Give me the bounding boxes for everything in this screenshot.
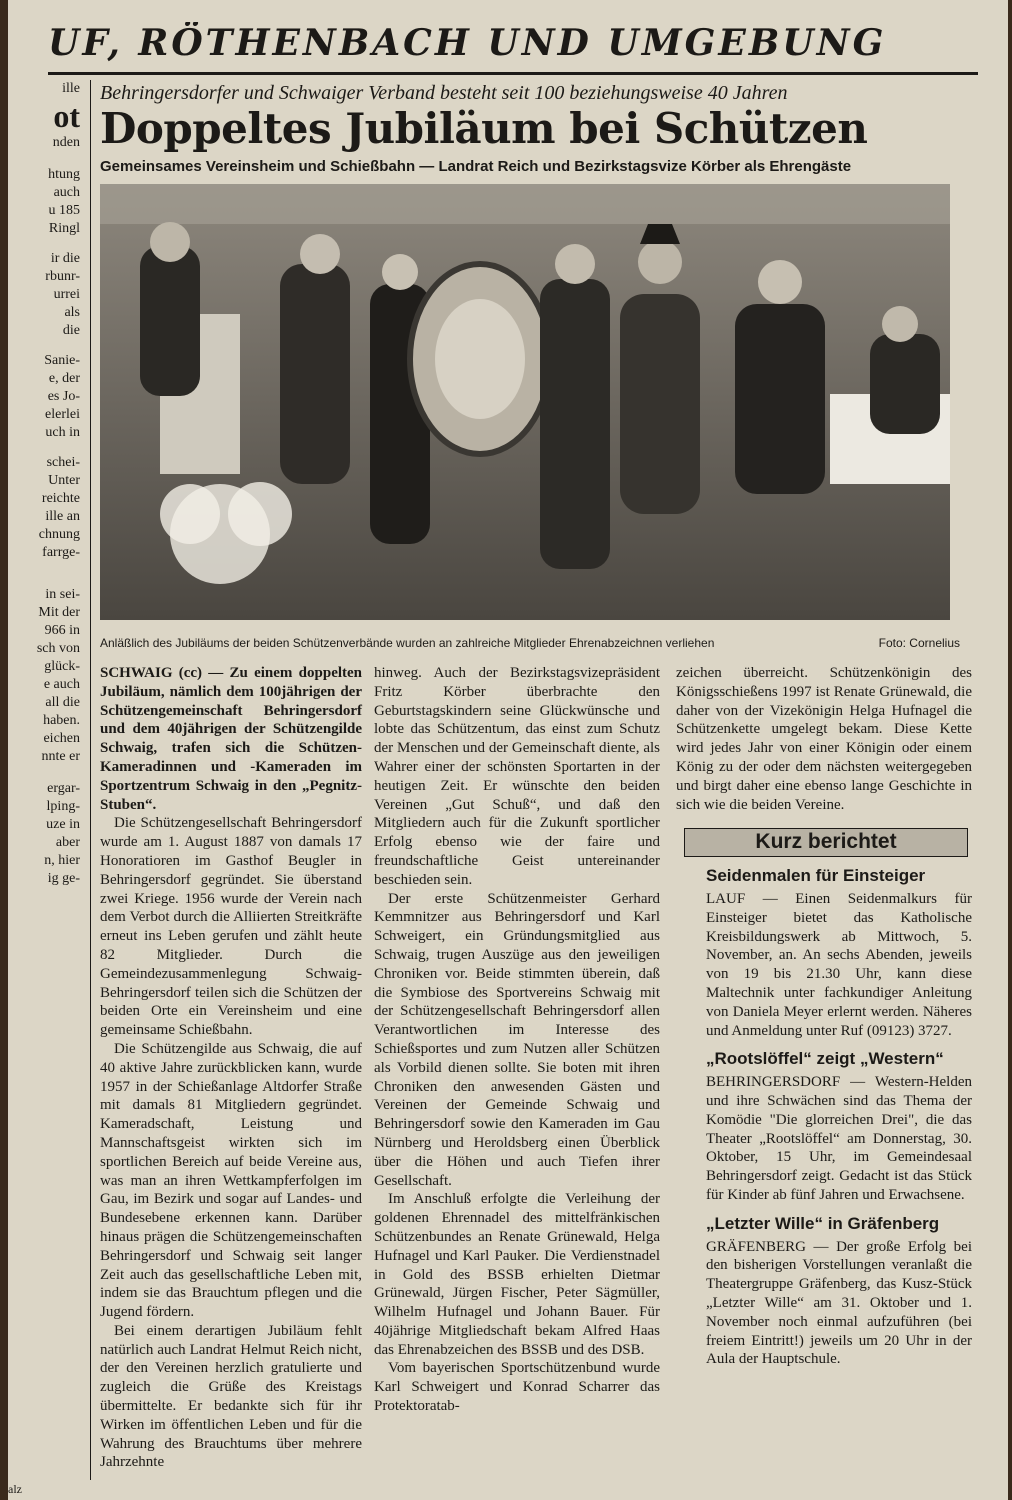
brief-text: BEHRINGERSDORF — Western-Helden und ihre Schwächen sind das Thema der Komödie "Die glorreichen Drei", die das Theater „Rootslöffel“ am Donnerstag, 30. Oktober, 15 Uhr, im Gemeindesaal Behringersdorf zeigt. Gedacht ist das Stück für Kinder ab fünf Jahren und Erwachsene.: [706, 1074, 972, 1203]
masthead-rule: [48, 72, 978, 75]
fragment-line: nnte er: [41, 749, 80, 764]
brief-headline: „Rootslöffel“ zeigt „Western“: [706, 1049, 944, 1069]
body-paragraph: hinweg. Auch der Bezirkstagsvizepräsident Fritz Körber überbrachte den Geburtstagskindern seine Glückwünsche und lobte das Schützentum, das einst zum Schutz der Menschen und der Gemeinschaft diente, als Wahrer einer der schönsten Sportarten in der heutigen Zeit. Er wünschte den beiden Vereinen „Gut Schuß“, und daß den Mitgliedern auch für die Zukunft sportlicher Erfolg ebenso wie der faire und freundschaftliche Geist untereinander beschieden sein.: [374, 665, 660, 888]
fragment-line: n, hier: [44, 853, 80, 868]
brief-headline: Seidenmalen für Einsteiger: [706, 866, 926, 886]
fragment-line: Mit der: [38, 605, 80, 620]
fragment-line: u 185: [48, 203, 80, 218]
article-photo: [100, 184, 950, 620]
fragment-line: e, der: [48, 371, 80, 386]
fragment-line: eichen: [43, 731, 80, 746]
fragment-line: sch von: [36, 641, 80, 656]
fragment-line: ergar-: [47, 781, 80, 796]
fragment-line: rbunr-: [45, 269, 80, 284]
fragment-line: urrei: [53, 287, 80, 302]
fragment-line: ot: [53, 98, 80, 134]
fragment-line: es Jo-: [47, 389, 80, 404]
fragment-line: glück-: [44, 659, 80, 674]
fragment-line: die: [62, 323, 80, 338]
fragment-line: e auch: [43, 677, 80, 692]
body-paragraph: Die Schützengesellschaft Behringersdorf wurde am 1. August 1887 von damals 17 Honoratioren im Gasthof Beugler in Behringersdorf gegründet. Sie überstand zwei Kriege. 1956 wurde der Verein nach dem Verbot durch die Alliierten Streitkräfte erneut ins Leben gerufen und zählt heute 82 Mitglieder. Durch die Gemeindezusammenlegung Schwaig-Behringersdorf teilen sich die Schützen der beiden Orte ein Vereinsheim und eine gemeinsame Schießbahn.: [100, 815, 362, 1039]
fragment-line: schei-: [46, 455, 80, 470]
fragment-line: auch: [53, 185, 80, 200]
brief-text: LAUF — Einen Seidenmalkurs für Einsteiger bietet das Katholische Kreisbildungswerk ab Mittwoch, 5. November, an. An sechs Abenden, jeweils von 19 bis 21.30 Uhr, kann diese Maltechnik unter fachkundiger Anleitung von Daniela Meyer erlernt werden. Näheres und Anmeldung unter Ruf (09123) 3727.: [706, 890, 972, 1039]
dateline: SCHWAIG (cc) —: [100, 665, 230, 681]
article-subhead: Gemeinsames Vereinsheim und Schießbahn — Landrat Reich und Bezirkstagsvize Körber als Ehrengäste: [100, 158, 852, 175]
brief-headline: „Letzter Wille“ in Gräfenberg: [706, 1213, 940, 1233]
fragment-line: Unter: [48, 473, 80, 488]
fragment-line: htung: [48, 167, 80, 182]
article-column-1: [100, 664, 362, 1472]
fragment-line: nden: [52, 135, 80, 150]
fragment-line: ille an: [45, 509, 80, 524]
fragment-line: haben.: [43, 713, 80, 728]
fragment-line: Sanie-: [44, 353, 80, 368]
fragment-line: Ringl: [48, 221, 80, 236]
photo-caption: [100, 636, 960, 650]
kurz-berichtet-heading: Kurz berichtet: [684, 828, 968, 857]
caption-text: Anläßlich des Jubiläums der beiden Schützenverbände wurden an zahlreiche Mitglieder Ehrenabzeichnen verliehen: [100, 636, 715, 650]
fragment-line: chnung: [38, 527, 80, 542]
adjacent-article-fragment: [8, 80, 80, 888]
body-paragraph: Die Schützengilde aus Schwaig, die auf 40 aktive Jahre zurückblicken kann, wurde 1957 in der Schießanlage Altdorfer Straße mit damals 81 Mitgliedern gegründet. Kameradschaft, Leistung und Mannschaftsgeist wirkten sich im sportlichen Bereich auf beide Vereine aus, was man an ihren Wettkampferfolgen im Gau, im Bezirk und sogar auf Landes- und Bundesebene erkennen kann. Darüber hinaus prägen die Schützengemeinschaften Behringersdorf und Schwaig seit langer Zeit auch das gesellschaftliche Leben mit, indem sie das Brauchtum pflegen und die Jugend fördern.: [100, 1040, 362, 1321]
lead-text: Zu einem doppelten Jubiläum, nämlich dem 100jährigen der Schützengemeinschaft Behringersdorf und dem 40jährigen der Schützengilde Schwaig, trafen sich die Schützen-Kameradinnen und -Kameraden im Sportzentrum Schwaig in den „Pegnitz-Stuben“.: [100, 665, 363, 813]
column-divider: [90, 80, 91, 1480]
fragment-line: all die: [45, 695, 80, 710]
body-paragraph: Im Anschluß erfolgte die Verleihung der goldenen Ehrennadel des mittelfränkischen Schützenbundes an Renate Grünewald, Helga Hufnagel und Karl Pauker. Die Verdienstnadel in Gold des BSSB erhielten Dietmar Grünewald, Jürgen Fischer, Peter Sägmüller, Wilhelm Hufnagel und Johann Bauer. Für 40jährige Mitgliedschaft bekam Alfred Haas das Ehrenabzeichen des BSSB und des DSB.: [374, 1191, 660, 1358]
fragment-line: ig ge-: [47, 871, 80, 886]
fragment-line: ille: [62, 81, 80, 96]
article-kicker: Behringersdorfer und Schwaiger Verband besteht seit 100 beziehungsweise 40 Jahren: [100, 82, 788, 104]
fragment-line: reichte: [41, 491, 80, 506]
body-paragraph: Bei einem derartigen Jubiläum fehlt natürlich auch Landrat Helmut Reich nicht, der den Vereinen herzlich gratulierte und zugleich die Grüße des Kreistags übermittelte. Er bedankte sich für ihr Wirken im öffentlichen Leben und für die Wahrung des Brauchtums über mehrere Jahrzehnte: [100, 1322, 362, 1471]
fragment-line: 966 in: [44, 623, 80, 638]
body-paragraph: Vom bayerischen Sportschützenbund wurde Karl Schweigert und Konrad Scharrer das Protektoratab-: [374, 1360, 660, 1415]
brief-text: GRÄFENBERG — Der große Erfolg bei den bisherigen Vorstellungen veranlaßt die Theatergruppe Gräfenberg, das Kusz-Stück „Letzter Wille“ am 31. Oktober und 1. November noch einmal aufzuführen (bei freiem Eintritt!) jeweils um 20 Uhr in der Aula der Hauptschule.: [706, 1238, 972, 1368]
photo-illustration: [100, 184, 950, 620]
article-column-2: [374, 664, 660, 1416]
newspaper-page: [8, 0, 1008, 1500]
fragment-line: uze in: [46, 817, 80, 832]
fragment-line: uch in: [45, 425, 80, 440]
fragment-line: ir die: [50, 251, 80, 266]
fragment-line: farrge-: [42, 545, 80, 560]
body-paragraph: Der erste Schützenmeister Gerhard Kemmnitzer aus Behringersdorf und Karl Schweigert, ein Gründungsmitglied aus Schwaig, trugen Auszüge aus den jeweiligen Chroniken vor. Beide stimmten überein, daß die Symbiose des Sportvereins Schwaig mit der Schützengesellschaft Behringersdorf allen Verantwortlichen im Interesse des Schießsportes und zum Nutzen aller Schützen als Vorbild dienen sollte. Sie boten mit ihren Chroniken den anwesenden Gästen und Vereinen der Gemeinde Schwaig und Behringersdorf sowie den Kameraden im Gau Nürnberg und Heroldsberg einen Überblick über die Höhen und auch Tiefen ihrer Gesellschaft.: [374, 890, 660, 1189]
fragment-line: in sei-: [45, 587, 80, 602]
fragment-line: aber: [55, 835, 80, 850]
lead-paragraph: [100, 664, 362, 814]
body-paragraph: zeichen überreicht. Schützenkönigin des Königsschießens 1997 ist Renate Grünewald, die daher von der Vizekönigin Helga Hufnagel die Schützenkette umgelegt bekam. Diese Kette wird jedes Jahr von einer Königin oder einem König zu der oder dem nächsten weitergegeben und birgt daher eine ebenso lange Geschichte in sich wie die beiden Vereine.: [676, 665, 972, 813]
article-column-3: [676, 664, 972, 1369]
fragment-line: als: [64, 305, 80, 320]
fragment-line: elerlei: [45, 407, 80, 422]
photo-credit: Foto: Cornelius: [878, 636, 960, 650]
article-headline: Doppeltes Jubiläum bei Schützen: [100, 104, 868, 153]
section-masthead: UF, RÖTHENBACH UND UMGEBUNG: [48, 22, 887, 64]
cut-off-fragment: alz: [8, 1482, 22, 1496]
fragment-line: lping-: [46, 799, 80, 814]
